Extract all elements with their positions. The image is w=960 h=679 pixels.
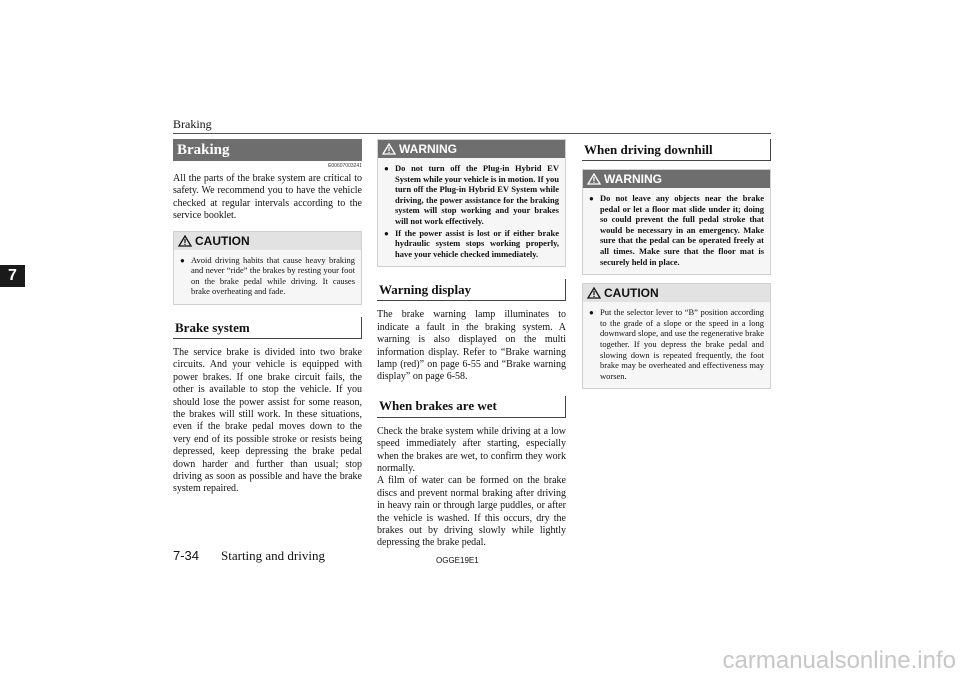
page-number: 7-34 [173,548,200,563]
warning-box [377,139,566,267]
footer-section-title: Starting and driving [221,548,325,563]
warning-label: WARNING [604,172,662,186]
warning-display-text: The brake warning lamp illuminates to indicate a fault in the braking system. A warning is also displayed on the multi information display. Refer to “Brake warning lamp (red)” on page 6-55 and “Brake warning display” on page 6-58. [377,309,566,383]
caution-item: ● Avoid driving habits that cause heavy braking and never “ride” the brakes by resting your foot on the brake pedal while driving. It causes brake overheating and fade. [180,254,355,297]
warning-header [583,170,770,188]
bullet-icon: ● [180,255,185,265]
wet-brakes-heading: When brakes are wet [377,396,566,418]
caution-header [583,284,770,302]
caution-label: CAUTION [604,286,659,301]
wet-brakes-text-1: Check the brake system while driving at a low speed immediately after starting, especially when the brakes are wet, to confirm they work normally. [377,425,566,474]
chapter-tab: 7 [0,265,25,287]
document-code: OGGE19E1 [436,556,479,565]
brake-system-heading: Brake system [173,317,362,339]
warning-triangle-icon [587,173,601,185]
warning-item: ● Do not turn off the Plug-in Hybrid EV System while your vehicle is in motion. If you turn off the Plug-in Hybrid EV System while driving, the power assistance for the braking system will stop working and your brakes will not work effectively. [384,163,559,226]
column-2 [377,139,566,550]
section-code: E00607003241 [328,163,362,169]
watermark: carmanualsonline.info [722,647,956,674]
brake-system-text: The service brake is divided into two brake circuits. And your vehicle is equipped with power brakes. If one brake circuit fails, the other is available to stop the vehicle. If you should lose the power assist for some reason, the brakes will still work. In these situations, even if the brake pedal moves down to the very end of its possible stroke or resists being depressed, keep depressing the brake pedal down harder and further than usual; stop driving as soon as possible and have the brake system repaired. [173,347,362,495]
bullet-icon: ● [384,228,389,238]
header-rule [173,133,771,134]
warning-triangle-icon [382,143,396,155]
wet-brakes-text-2: A film of water can be formed on the brake discs and prevent normal braking after driving in heavy rain or through large puddles, or after the vehicle is washed. If this occurs, dry the brakes out by driving slowly while lightly depressing the brake pedal. [377,475,566,549]
column-1 [173,139,362,496]
warning-display-heading: Warning display [377,279,566,301]
warning-header [378,140,565,158]
bullet-icon: ● [589,308,594,318]
caution-box [173,231,362,305]
warning-item: ● If the power assist is lost or if either brake hydraulic system stops working properly, have your vehicle checked immediately. [384,227,559,259]
warning-triangle-icon [178,235,192,247]
bullet-icon: ● [384,164,389,173]
caution-item: ● Put the selector lever to “B” position according to the grade of a slope or the speed in a long downward slope, and use the regenerative brake together. If you depress the brake pedal and slowing down is repeated frequently, the foot brake may be overheated and effectiveness may worsen. [589,307,764,381]
warning-item: ● Do not leave any objects near the brake pedal or let a floor mat slide under it; doing so could prevent the full pedal stroke that would be necessary in an emergency. Make sure that the pedal can be operated freely at all times. Make sure that the floor mat is securely held in place. [589,193,764,267]
caution-box [582,283,771,389]
warning-label: WARNING [399,142,457,156]
warning-triangle-icon [587,287,601,299]
intro-paragraph: All the parts of the brake system are critical to safety. We recommend you to have the vehicle checked at regular intervals according to the service booklet. [173,173,362,222]
warning-box [582,169,771,275]
caution-header [174,232,361,250]
page-title: Braking [173,139,362,161]
column-3 [582,139,771,389]
caution-label: CAUTION [195,233,250,248]
downhill-heading: When driving downhill [582,139,771,161]
bullet-icon: ● [589,194,594,203]
running-title: Braking [173,117,212,131]
